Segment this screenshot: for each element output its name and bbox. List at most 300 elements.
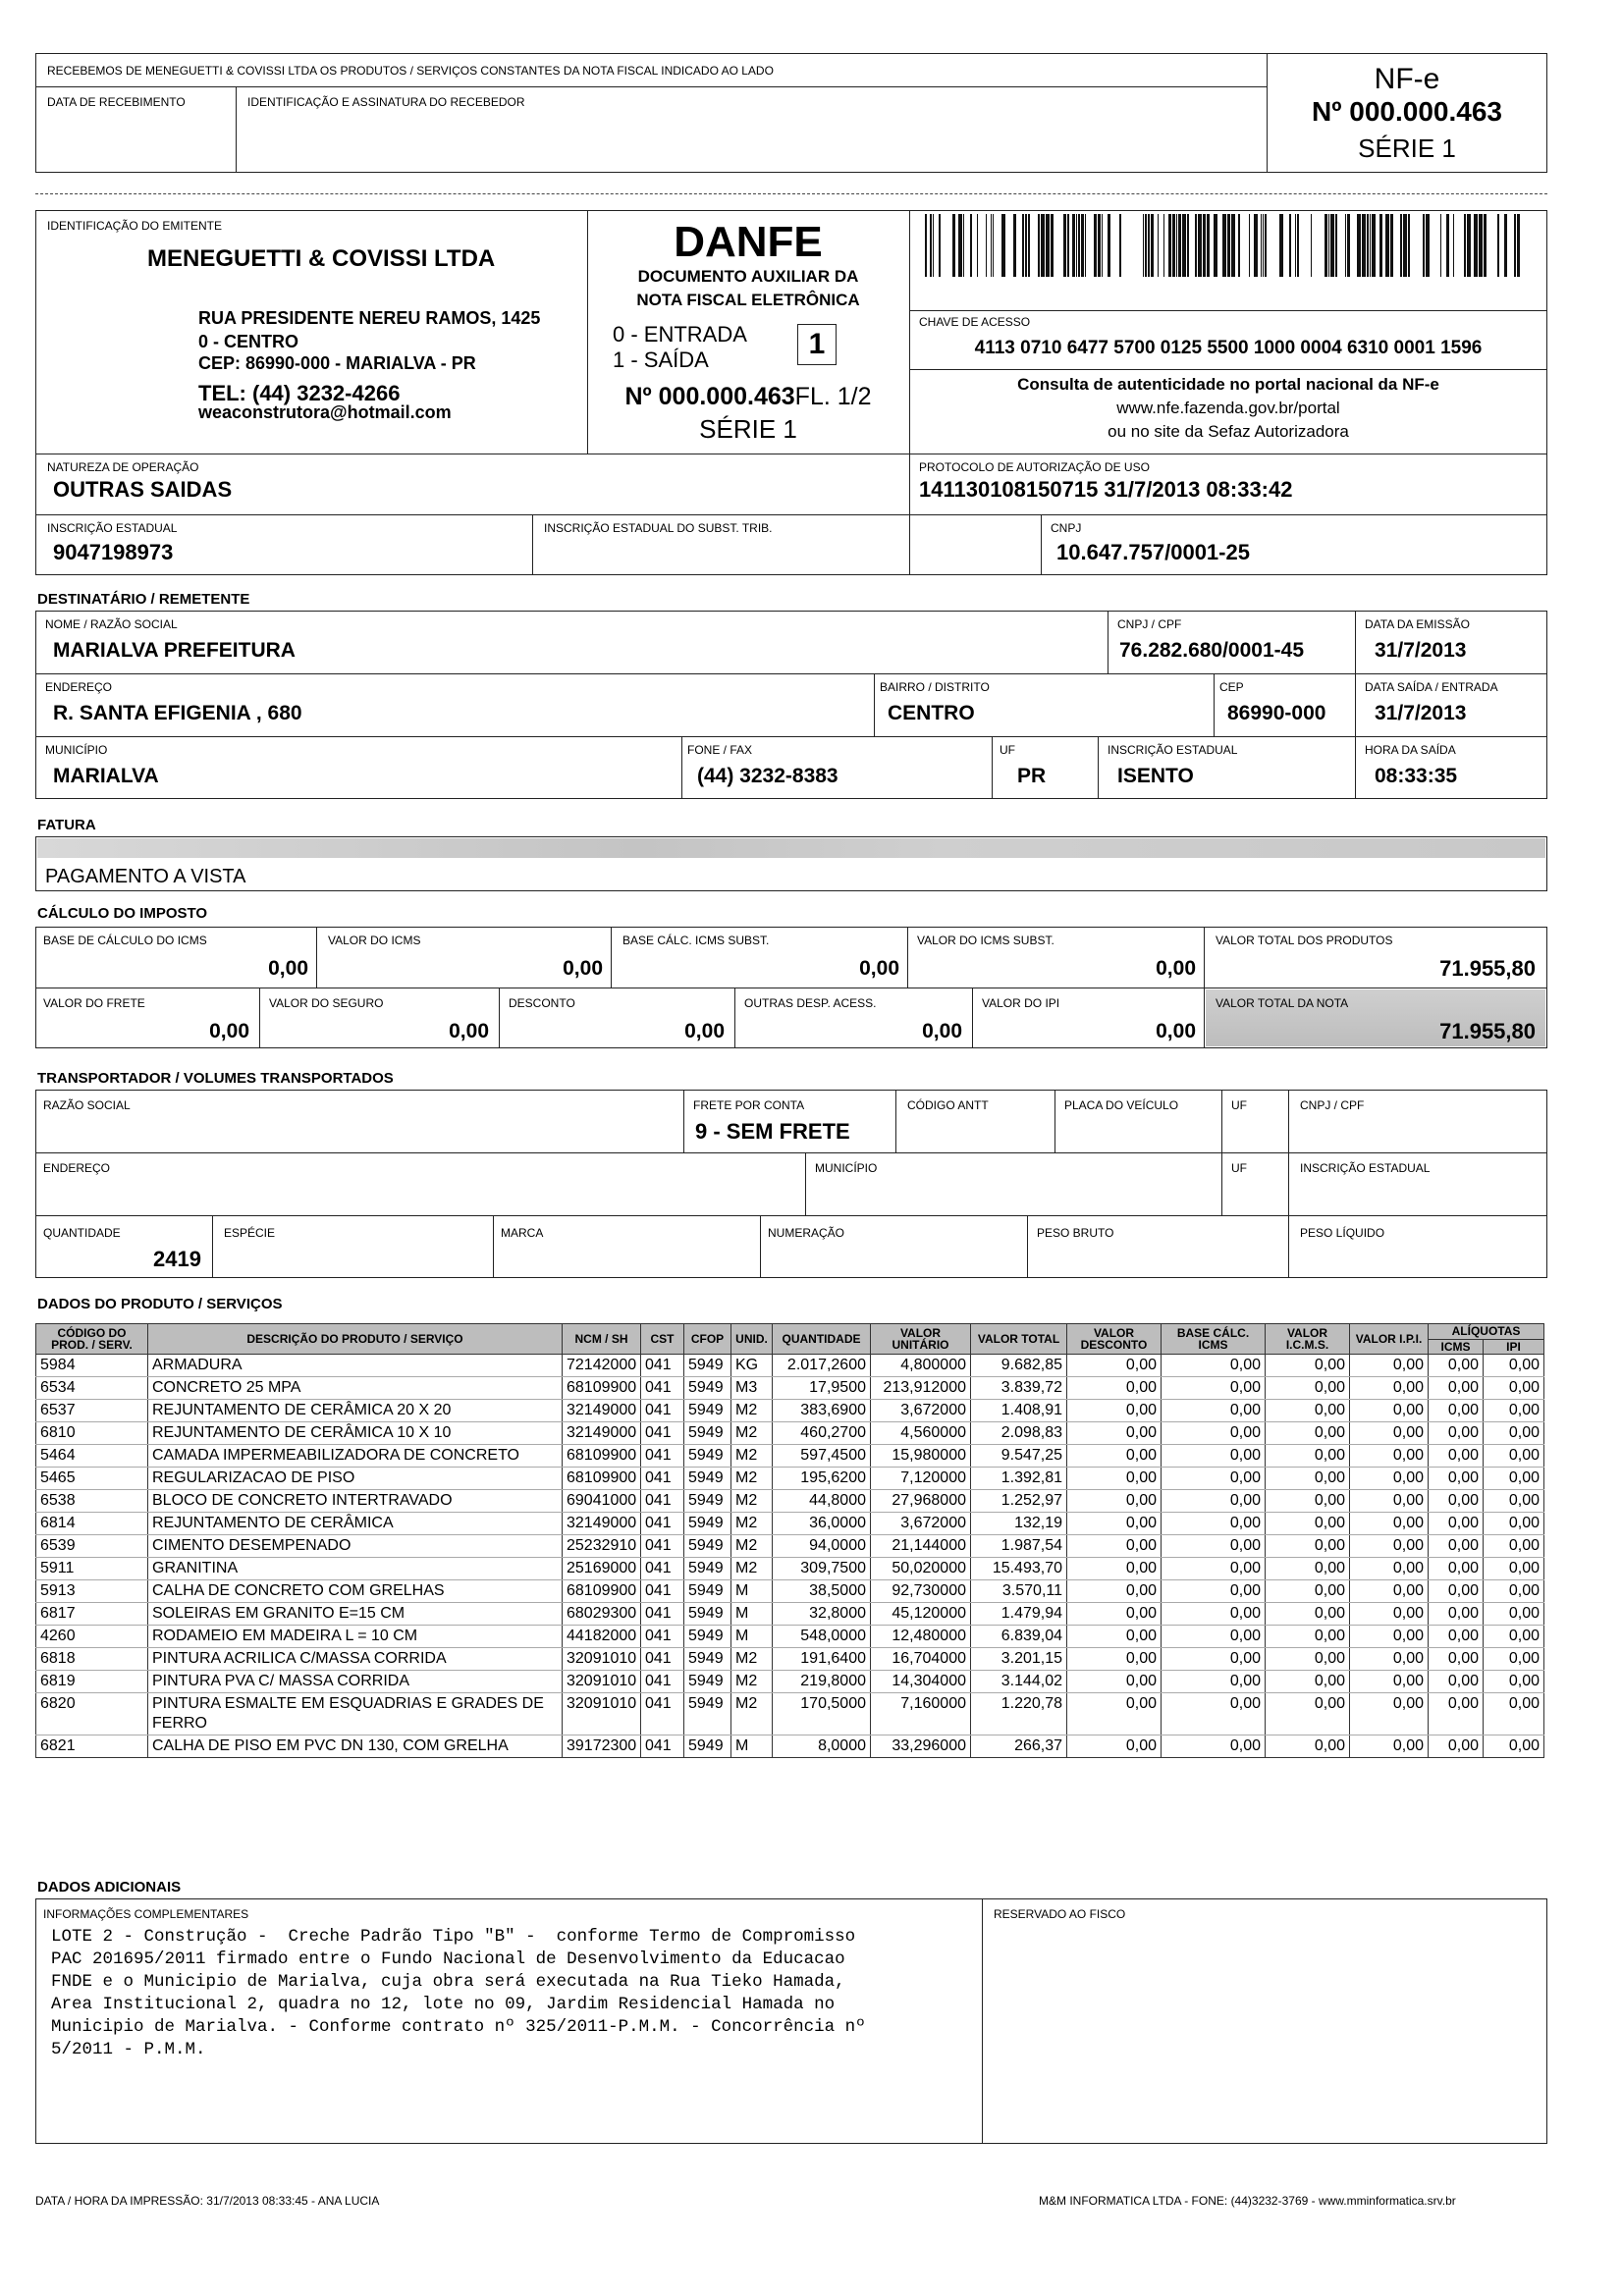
cell-aicms: 0,00 — [1429, 1468, 1484, 1490]
calc-frete-label: VALOR DO FRETE — [43, 996, 145, 1010]
cell-codigo: 6538 — [36, 1490, 148, 1513]
calc-total-nota: 71.955,80 — [1439, 1019, 1536, 1043]
th-aliq-ipi: IPI — [1484, 1339, 1544, 1355]
cell-vunit: 33,296000 — [871, 1735, 971, 1758]
cell-codigo: 6820 — [36, 1693, 148, 1735]
cell-vtotal: 1.479,94 — [971, 1603, 1067, 1626]
cell-vunit: 50,020000 — [871, 1558, 971, 1580]
ie-value: 9047198973 — [53, 540, 174, 564]
cell-qtd: 32,8000 — [773, 1603, 871, 1626]
dest-vline-ie — [1098, 736, 1099, 799]
cell-qtd: 548,0000 — [773, 1626, 871, 1648]
cell-qtd: 44,8000 — [773, 1490, 871, 1513]
cell-ncm: 25232910 — [563, 1535, 641, 1558]
cell-codigo: 5465 — [36, 1468, 148, 1490]
products-table-body — [36, 1355, 1544, 1758]
cell-qtd: 2.017,2600 — [773, 1355, 871, 1377]
cell-codigo: 6821 — [36, 1735, 148, 1758]
cell-aipi: 0,00 — [1484, 1400, 1544, 1422]
cell-qtd: 460,2700 — [773, 1422, 871, 1445]
danfe-serie: SÉRIE 1 — [699, 414, 797, 444]
cell-vtotal: 132,19 — [971, 1513, 1067, 1535]
cell-aipi: 0,00 — [1484, 1693, 1544, 1735]
danfe-entrada: 0 - ENTRADA — [613, 322, 747, 347]
cell-cfop: 5949 — [684, 1445, 731, 1468]
canhoto-vline — [236, 86, 237, 173]
table-row — [36, 1400, 1544, 1422]
dest-cnpj: 76.282.680/0001-45 — [1119, 639, 1305, 662]
cell-vtotal: 3.201,15 — [971, 1648, 1067, 1671]
cell-vdesc: 0,00 — [1067, 1400, 1162, 1422]
transp-v3 — [1054, 1090, 1055, 1152]
cell-vunit: 15,980000 — [871, 1445, 971, 1468]
calc-total-prod-label: VALOR TOTAL DOS PRODUTOS — [1216, 934, 1393, 947]
cell-ncm: 44182000 — [563, 1626, 641, 1648]
dest-ie: ISENTO — [1117, 765, 1194, 787]
table-row — [36, 1693, 1544, 1735]
dest-hline2 — [35, 736, 1547, 737]
calc-frete: 0,00 — [209, 1020, 249, 1042]
danfe-sub1: DOCUMENTO AUXILIAR DA — [637, 267, 859, 286]
cell-vdesc: 0,00 — [1067, 1603, 1162, 1626]
table-row — [36, 1558, 1544, 1580]
cell-base: 0,00 — [1162, 1355, 1266, 1377]
dest-municipio-label: MUNICÍPIO — [45, 743, 108, 757]
cell-ncm: 32091010 — [563, 1671, 641, 1693]
cell-vtotal: 6.839,04 — [971, 1626, 1067, 1648]
cell-qtd: 38,5000 — [773, 1580, 871, 1603]
products-table — [35, 1323, 1544, 1758]
cell-aicms: 0,00 — [1429, 1422, 1484, 1445]
cell-cst: 041 — [641, 1648, 684, 1671]
dest-vline-data — [1355, 611, 1356, 799]
th-codigo: CÓDIGO DO PROD. / SERV. — [36, 1324, 148, 1355]
transp-uf2-label: UF — [1231, 1161, 1247, 1175]
canhoto-data-recebimento: DATA DE RECEBIMENTO — [47, 95, 186, 109]
transp-especie-label: ESPÉCIE — [224, 1226, 276, 1240]
cell-vicms: 0,00 — [1266, 1355, 1350, 1377]
table-row — [36, 1671, 1544, 1693]
cell-vtotal: 9.547,25 — [971, 1445, 1067, 1468]
cell-cst: 041 — [641, 1735, 684, 1758]
adicionais-vline — [982, 1898, 983, 2144]
cell-cfop: 5949 — [684, 1377, 731, 1400]
cell-aicms: 0,00 — [1429, 1671, 1484, 1693]
ie-vline1 — [532, 514, 533, 575]
cell-vunit: 7,120000 — [871, 1468, 971, 1490]
cell-vipi: 0,00 — [1350, 1400, 1429, 1422]
fatura-value: PAGAMENTO A VISTA — [45, 866, 246, 887]
cell-base: 0,00 — [1162, 1580, 1266, 1603]
cell-vunit: 12,480000 — [871, 1626, 971, 1648]
dest-ie-label: INSCRIÇÃO ESTADUAL — [1108, 743, 1238, 757]
cell-cfop: 5949 — [684, 1558, 731, 1580]
cell-ncm: 39172300 — [563, 1735, 641, 1758]
cell-ncm: 32149000 — [563, 1513, 641, 1535]
dest-bairro-label: BAIRRO / DISTRITO — [880, 680, 990, 694]
transp-municipio-label: MUNICÍPIO — [815, 1161, 878, 1175]
transp-marca-label: MARCA — [501, 1226, 544, 1240]
cell-cfop: 5949 — [684, 1490, 731, 1513]
calc-desconto-label: DESCONTO — [509, 996, 575, 1010]
cell-ncm: 32149000 — [563, 1422, 641, 1445]
cell-base: 0,00 — [1162, 1422, 1266, 1445]
cell-descricao: REJUNTAMENTO DE CERÂMICA — [148, 1513, 563, 1535]
cell-aicms: 0,00 — [1429, 1693, 1484, 1735]
cell-aipi: 0,00 — [1484, 1603, 1544, 1626]
cell-codigo: 5984 — [36, 1355, 148, 1377]
calc-outras: 0,00 — [922, 1020, 962, 1042]
th-cst: CST — [641, 1324, 684, 1355]
chave-consulta1: Consulta de autenticidade no portal nacional da NF-e — [1017, 375, 1439, 394]
cell-unid: M2 — [731, 1400, 773, 1422]
table-row — [36, 1626, 1544, 1648]
dest-cep: 86990-000 — [1227, 702, 1326, 724]
transp-endereco-label: ENDEREÇO — [43, 1161, 111, 1175]
cell-vicms: 0,00 — [1266, 1735, 1350, 1758]
table-row — [36, 1535, 1544, 1558]
danfe-numero-value: Nº 000.000.463 — [624, 383, 795, 410]
th-aliq-icms: ICMS — [1429, 1339, 1484, 1355]
cell-descricao: CALHA DE CONCRETO COM GRELHAS — [148, 1580, 563, 1603]
cell-vtotal: 266,37 — [971, 1735, 1067, 1758]
cell-vdesc: 0,00 — [1067, 1355, 1162, 1377]
adicionais-title: DADOS ADICIONAIS — [37, 1879, 182, 1896]
cell-base: 0,00 — [1162, 1648, 1266, 1671]
cell-vdesc: 0,00 — [1067, 1558, 1162, 1580]
cell-aipi: 0,00 — [1484, 1513, 1544, 1535]
cell-unid: M2 — [731, 1535, 773, 1558]
cell-cst: 041 — [641, 1535, 684, 1558]
th-ncm: NCM / SH — [563, 1324, 641, 1355]
cell-vdesc: 0,00 — [1067, 1513, 1162, 1535]
cell-cfop: 5949 — [684, 1603, 731, 1626]
cell-vunit: 14,304000 — [871, 1671, 971, 1693]
cell-codigo: 6818 — [36, 1648, 148, 1671]
danfe-numero — [587, 383, 909, 411]
cell-vdesc: 0,00 — [1067, 1490, 1162, 1513]
cell-vunit: 21,144000 — [871, 1535, 971, 1558]
dest-hline1 — [35, 673, 1547, 674]
transp-razao-label: RAZÃO SOCIAL — [43, 1098, 131, 1112]
table-row — [36, 1603, 1544, 1626]
cnpj-value: 10.647.757/0001-25 — [1056, 540, 1250, 564]
cell-cfop: 5949 — [684, 1626, 731, 1648]
cell-unid: M2 — [731, 1693, 773, 1735]
cell-qtd: 195,6200 — [773, 1468, 871, 1490]
cell-vipi: 0,00 — [1350, 1355, 1429, 1377]
cell-vdesc: 0,00 — [1067, 1468, 1162, 1490]
cell-aicms: 0,00 — [1429, 1400, 1484, 1422]
transp-qtd-label: QUANTIDADE — [43, 1226, 121, 1240]
transp-v10 — [1027, 1215, 1028, 1278]
cell-ncm: 68109900 — [563, 1377, 641, 1400]
cell-aicms: 0,00 — [1429, 1735, 1484, 1758]
dest-emissao: 31/7/2013 — [1375, 639, 1467, 662]
cell-aipi: 0,00 — [1484, 1648, 1544, 1671]
emitente-nome: MENEGUETTI & COVISSI LTDA — [147, 245, 496, 272]
cell-unid: M — [731, 1580, 773, 1603]
danfe-saida: 1 - SAÍDA — [613, 347, 709, 372]
cell-aicms: 0,00 — [1429, 1535, 1484, 1558]
cell-cfop: 5949 — [684, 1422, 731, 1445]
cell-vicms: 0,00 — [1266, 1580, 1350, 1603]
cell-vipi: 0,00 — [1350, 1490, 1429, 1513]
calc-base-icms-label: BASE DE CÁLCULO DO ICMS — [43, 934, 207, 947]
cell-vdesc: 0,00 — [1067, 1535, 1162, 1558]
cell-vipi: 0,00 — [1350, 1671, 1429, 1693]
info-label: INFORMAÇÕES COMPLEMENTARES — [43, 1907, 249, 1921]
cell-unid: M2 — [731, 1648, 773, 1671]
cell-vicms: 0,00 — [1266, 1445, 1350, 1468]
table-row — [36, 1468, 1544, 1490]
canhoto-recebemos: RECEBEMOS DE MENEGUETTI & COVISSI LTDA OS PRODUTOS / SERVIÇOS CONSTANTES DA NOTA FISCAL INDICADO AO LADO — [47, 64, 774, 78]
cell-base: 0,00 — [1162, 1603, 1266, 1626]
table-row — [36, 1648, 1544, 1671]
cell-cst: 041 — [641, 1580, 684, 1603]
cell-vipi: 0,00 — [1350, 1626, 1429, 1648]
cell-vdesc: 0,00 — [1067, 1693, 1162, 1735]
cell-descricao: CAMADA IMPERMEABILIZADORA DE CONCRETO — [148, 1445, 563, 1468]
calc-total-prod: 71.955,80 — [1439, 956, 1536, 981]
canhoto-numero: Nº 000.000.463 — [1312, 96, 1502, 127]
cell-cst: 041 — [641, 1355, 684, 1377]
dest-fone-label: FONE / FAX — [687, 743, 753, 757]
cell-ncm: 32091010 — [563, 1693, 641, 1735]
cell-qtd: 383,6900 — [773, 1400, 871, 1422]
cell-descricao: PINTURA PVA C/ MASSA CORRIDA — [148, 1671, 563, 1693]
cell-aicms: 0,00 — [1429, 1603, 1484, 1626]
th-descricao: DESCRIÇÃO DO PRODUTO / SERVIÇO — [148, 1324, 563, 1355]
cell-ncm: 72142000 — [563, 1355, 641, 1377]
cell-descricao: REGULARIZACAO DE PISO — [148, 1468, 563, 1490]
cell-codigo: 6810 — [36, 1422, 148, 1445]
cell-cfop: 5949 — [684, 1468, 731, 1490]
cell-vtotal: 3.570,11 — [971, 1580, 1067, 1603]
cell-aipi: 0,00 — [1484, 1558, 1544, 1580]
cell-vtotal: 1.252,97 — [971, 1490, 1067, 1513]
cell-descricao: BLOCO DE CONCRETO INTERTRAVADO — [148, 1490, 563, 1513]
cell-vipi: 0,00 — [1350, 1603, 1429, 1626]
transp-v7 — [212, 1215, 213, 1278]
table-row — [36, 1735, 1544, 1758]
dest-nome-label: NOME / RAZÃO SOCIAL — [45, 617, 178, 631]
table-row — [36, 1513, 1544, 1535]
chave-consulta3: ou no site da Sefaz Autorizadora — [1108, 422, 1349, 441]
table-row — [36, 1445, 1544, 1468]
cell-descricao: GRANITINA — [148, 1558, 563, 1580]
cell-vtotal: 9.682,85 — [971, 1355, 1067, 1377]
cell-cst: 041 — [641, 1558, 684, 1580]
cell-vipi: 0,00 — [1350, 1735, 1429, 1758]
natureza-label: NATUREZA DE OPERAÇÃO — [47, 460, 199, 474]
dest-bairro: CENTRO — [888, 702, 975, 724]
table-row — [36, 1355, 1544, 1377]
cell-qtd: 36,0000 — [773, 1513, 871, 1535]
cell-aipi: 0,00 — [1484, 1468, 1544, 1490]
emitente-bairro: 0 - CENTRO — [198, 332, 299, 351]
calc-base-st: 0,00 — [859, 957, 899, 980]
cell-cst: 041 — [641, 1693, 684, 1735]
th-cfop: CFOP — [684, 1324, 731, 1355]
transp-hline2 — [35, 1215, 1547, 1216]
cell-vdesc: 0,00 — [1067, 1422, 1162, 1445]
cell-base: 0,00 — [1162, 1558, 1266, 1580]
cell-vicms: 0,00 — [1266, 1648, 1350, 1671]
cell-unid: M2 — [731, 1490, 773, 1513]
fatura-title: FATURA — [37, 817, 96, 833]
cell-aipi: 0,00 — [1484, 1445, 1544, 1468]
cell-aipi: 0,00 — [1484, 1535, 1544, 1558]
cell-vunit: 45,120000 — [871, 1603, 971, 1626]
th-vipi: VALOR I.P.I. — [1350, 1324, 1429, 1355]
cell-vicms: 0,00 — [1266, 1671, 1350, 1693]
transp-frete: 9 - SEM FRETE — [695, 1119, 850, 1144]
cell-cfop: 5949 — [684, 1535, 731, 1558]
cell-descricao: CIMENTO DESEMPENADO — [148, 1535, 563, 1558]
cell-cst: 041 — [641, 1490, 684, 1513]
calc-valor-st: 0,00 — [1156, 957, 1196, 980]
cell-codigo: 6819 — [36, 1671, 148, 1693]
cell-vdesc: 0,00 — [1067, 1445, 1162, 1468]
cell-descricao: REJUNTAMENTO DE CERÂMICA 20 X 20 — [148, 1400, 563, 1422]
cell-vunit: 92,730000 — [871, 1580, 971, 1603]
dest-vline-fone — [681, 736, 682, 799]
transp-qtd: 2419 — [153, 1247, 201, 1271]
canhoto-identificacao: IDENTIFICAÇÃO E ASSINATURA DO RECEBEDOR — [247, 95, 525, 109]
canhoto-nfe: NF-e — [1374, 63, 1440, 95]
cell-cfop: 5949 — [684, 1648, 731, 1671]
transp-uf-label: UF — [1231, 1098, 1247, 1112]
cell-vipi: 0,00 — [1350, 1535, 1429, 1558]
cell-aicms: 0,00 — [1429, 1648, 1484, 1671]
transp-numeracao-label: NUMERAÇÃO — [768, 1226, 845, 1240]
cell-vtotal: 3.839,72 — [971, 1377, 1067, 1400]
cell-base: 0,00 — [1162, 1513, 1266, 1535]
calc-valor-icms-label: VALOR DO ICMS — [328, 934, 421, 947]
dest-saida-label: DATA SAÍDA / ENTRADA — [1365, 680, 1498, 694]
transp-v8 — [493, 1215, 494, 1278]
cell-vicms: 0,00 — [1266, 1400, 1350, 1422]
dest-hora: 08:33:35 — [1375, 765, 1458, 787]
cell-descricao: REJUNTAMENTO DE CERÂMICA 10 X 10 — [148, 1422, 563, 1445]
cell-unid: M2 — [731, 1558, 773, 1580]
cell-vipi: 0,00 — [1350, 1580, 1429, 1603]
dest-cnpj-label: CNPJ / CPF — [1117, 617, 1182, 631]
protocolo-value: 141130108150715 31/7/2013 08:33:42 — [919, 477, 1293, 502]
dest-endereco: R. SANTA EFIGENIA , 680 — [53, 702, 302, 724]
cell-unid: M — [731, 1735, 773, 1758]
cell-aicms: 0,00 — [1429, 1558, 1484, 1580]
chave-consulta2: www.nfe.fazenda.gov.br/portal — [1116, 399, 1340, 417]
cell-cst: 041 — [641, 1377, 684, 1400]
cell-cfop: 5949 — [684, 1735, 731, 1758]
info-text: LOTE 2 - Construção - Creche Padrão Tipo "B" - conforme Termo de Compromisso PAC 201695/2011 firmado entre o Fundo Nacional de Desenvolvimento da Educacao FNDE e o Municipio de Marialva, cuja obra será executada na Rua Tieko Hamada, Area Institucional 2, quadra no 12, lote no 09, Jardim Residencial Hamada no Municipio de Marialva. - Conforme contrato nº 325/2011-P.M.M. - Concorrência nº 5/2011 - P.M.M. — [51, 1927, 866, 2059]
cell-base: 0,00 — [1162, 1671, 1266, 1693]
cell-aicms: 0,00 — [1429, 1490, 1484, 1513]
cell-base: 0,00 — [1162, 1535, 1266, 1558]
table-row — [36, 1580, 1544, 1603]
transp-title: TRANSPORTADOR / VOLUMES TRANSPORTADOS — [37, 1070, 394, 1087]
cell-vunit: 3,672000 — [871, 1400, 971, 1422]
cell-aipi: 0,00 — [1484, 1355, 1544, 1377]
cell-cst: 041 — [641, 1626, 684, 1648]
ie-vline2 — [1041, 514, 1042, 575]
produtos-title: DADOS DO PRODUTO / SERVIÇOS — [37, 1296, 283, 1312]
calc-ipi: 0,00 — [1156, 1020, 1196, 1042]
cell-aipi: 0,00 — [1484, 1671, 1544, 1693]
transp-frete-label: FRETE POR CONTA — [693, 1098, 805, 1112]
cell-codigo: 6534 — [36, 1377, 148, 1400]
cell-vipi: 0,00 — [1350, 1693, 1429, 1735]
cell-cst: 041 — [641, 1445, 684, 1468]
cell-descricao: ARMADURA — [148, 1355, 563, 1377]
barcode-image — [925, 214, 1526, 277]
cell-codigo: 5464 — [36, 1445, 148, 1468]
cell-aipi: 0,00 — [1484, 1490, 1544, 1513]
cell-vicms: 0,00 — [1266, 1603, 1350, 1626]
cell-vicms: 0,00 — [1266, 1558, 1350, 1580]
cell-vdesc: 0,00 — [1067, 1626, 1162, 1648]
cell-vtotal: 1.220,78 — [971, 1693, 1067, 1735]
cell-qtd: 219,8000 — [773, 1671, 871, 1693]
cell-vunit: 16,704000 — [871, 1648, 971, 1671]
cell-aicms: 0,00 — [1429, 1580, 1484, 1603]
calculo-title: CÁLCULO DO IMPOSTO — [37, 905, 208, 922]
cell-vunit: 213,912000 — [871, 1377, 971, 1400]
footer-right: M&M INFORMATICA LTDA - FONE: (44)3232-3769 - www.mminformatica.srv.br — [1039, 2194, 1456, 2208]
dest-emissao-label: DATA DA EMISSÃO — [1365, 617, 1470, 631]
cnpj-label: CNPJ — [1051, 521, 1082, 535]
transp-ie-label: INSCRIÇÃO ESTADUAL — [1300, 1161, 1431, 1175]
transp-bruto-label: PESO BRUTO — [1037, 1226, 1114, 1240]
calc-base-st-label: BASE CÁLC. ICMS SUBST. — [622, 934, 770, 947]
dest-hora-label: HORA DA SAÍDA — [1365, 743, 1456, 757]
cell-base: 0,00 — [1162, 1445, 1266, 1468]
th-vtotal: VALOR TOTAL — [971, 1324, 1067, 1355]
cell-vunit: 4,800000 — [871, 1355, 971, 1377]
cell-vicms: 0,00 — [1266, 1490, 1350, 1513]
cell-vipi: 0,00 — [1350, 1445, 1429, 1468]
chave-value: 4113 0710 6477 5700 0125 5500 1000 0004 6310 0001 1596 — [974, 338, 1483, 358]
cell-cst: 041 — [641, 1513, 684, 1535]
cell-vtotal: 2.098,83 — [971, 1422, 1067, 1445]
dest-fone: (44) 3232-8383 — [697, 765, 838, 787]
cell-unid: M2 — [731, 1468, 773, 1490]
cell-unid: M2 — [731, 1671, 773, 1693]
cell-qtd: 191,6400 — [773, 1648, 871, 1671]
cell-vipi: 0,00 — [1350, 1468, 1429, 1490]
cell-vdesc: 0,00 — [1067, 1671, 1162, 1693]
cell-codigo: 6539 — [36, 1535, 148, 1558]
cell-vunit: 3,672000 — [871, 1513, 971, 1535]
cell-vunit: 7,160000 — [871, 1693, 971, 1735]
destinatario-title: DESTINATÁRIO / REMETENTE — [37, 591, 250, 608]
table-row — [36, 1377, 1544, 1400]
cell-vtotal: 15.493,70 — [971, 1558, 1067, 1580]
cell-vicms: 0,00 — [1266, 1422, 1350, 1445]
cell-cfop: 5949 — [684, 1671, 731, 1693]
cell-base: 0,00 — [1162, 1377, 1266, 1400]
cell-unid: KG — [731, 1355, 773, 1377]
dest-cep-label: CEP — [1219, 680, 1244, 694]
cell-codigo: 5913 — [36, 1580, 148, 1603]
cell-descricao: CONCRETO 25 MPA — [148, 1377, 563, 1400]
cell-vdesc: 0,00 — [1067, 1648, 1162, 1671]
cell-cst: 041 — [641, 1400, 684, 1422]
cell-aipi: 0,00 — [1484, 1580, 1544, 1603]
footer-left: DATA / HORA DA IMPRESSÃO: 31/7/2013 08:33:45 - ANA LUCIA — [35, 2194, 380, 2208]
